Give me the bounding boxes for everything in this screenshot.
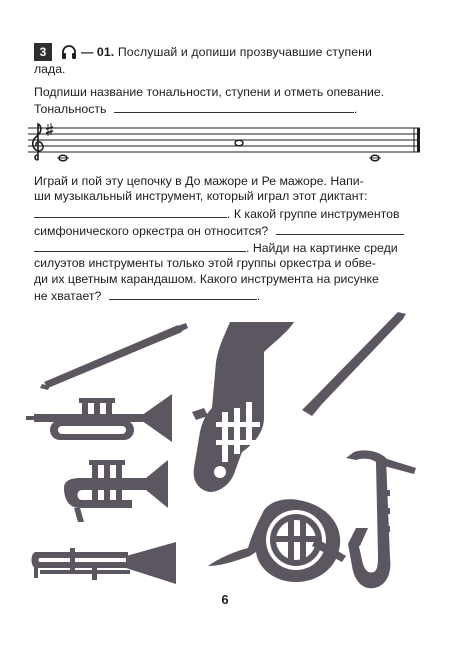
tuba-silhouette xyxy=(190,322,300,497)
whole-note xyxy=(57,155,69,161)
para2-line1: Играй и пой эту цепочку в До мажоре и Ре мажоре. Напи- xyxy=(34,174,364,188)
task-number-badge: 3 xyxy=(34,43,52,61)
page-number: 6 xyxy=(221,592,229,607)
instrument-answer-blank[interactable] xyxy=(34,205,227,218)
clarinet-silhouette xyxy=(300,312,408,416)
para2-line8 xyxy=(34,287,424,304)
music-staff xyxy=(28,122,420,162)
tonality-answer-blank[interactable] xyxy=(114,100,354,113)
para2-line4-text: симфонического оркестра он относится? xyxy=(34,223,269,238)
task-text-line1 xyxy=(81,44,424,60)
tonality-period: . xyxy=(353,102,358,116)
para2-line2: ши музыкальный инструмент, который играл этот диктант: xyxy=(34,189,368,204)
instruction-paragraph-1 xyxy=(34,84,424,117)
saxophone-silhouette xyxy=(344,448,420,590)
recorder-silhouette xyxy=(40,322,190,392)
para2-line4 xyxy=(34,222,424,239)
para1-line1: Подпиши название тональности, ступени и отметь опевание. xyxy=(34,85,385,99)
para2-line3-text: . К какой группе инструментов xyxy=(227,206,400,221)
trombone-silhouette xyxy=(30,540,180,586)
para2-line3 xyxy=(34,205,424,222)
track-number: — 01. xyxy=(81,45,115,59)
tonality-row xyxy=(34,100,424,117)
treble-clef-icon xyxy=(33,124,43,160)
task-instruction: Послушай и допиши прозвучавшие ступени xyxy=(117,45,373,59)
whole-note xyxy=(369,155,381,161)
missing-instrument-blank[interactable] xyxy=(109,287,257,300)
group-answer-blank-2[interactable] xyxy=(34,239,246,252)
whole-note xyxy=(235,140,243,146)
headphones-icon xyxy=(61,44,77,60)
para2-line6: силуэтов инструменты только этой группы оркестра и обве- xyxy=(34,256,376,271)
instruction-paragraph-2 xyxy=(34,174,424,304)
group-answer-blank-1[interactable] xyxy=(276,222,404,235)
task-text-line2: лада. xyxy=(34,62,66,76)
para2-line8-period: . xyxy=(256,289,261,304)
para2-line8-text: не хватает? xyxy=(34,289,102,304)
cornet-silhouette xyxy=(62,458,170,524)
french-horn-silhouette xyxy=(204,496,350,584)
para2-line5 xyxy=(34,239,424,256)
trumpet-silhouette xyxy=(26,392,176,446)
para2-line5-text: . Найди на картинке среди xyxy=(246,241,398,256)
tonality-label: Тональность xyxy=(34,102,107,116)
para2-line7: ди их цветным карандашом. Какого инструмента на рисунке xyxy=(34,271,379,286)
